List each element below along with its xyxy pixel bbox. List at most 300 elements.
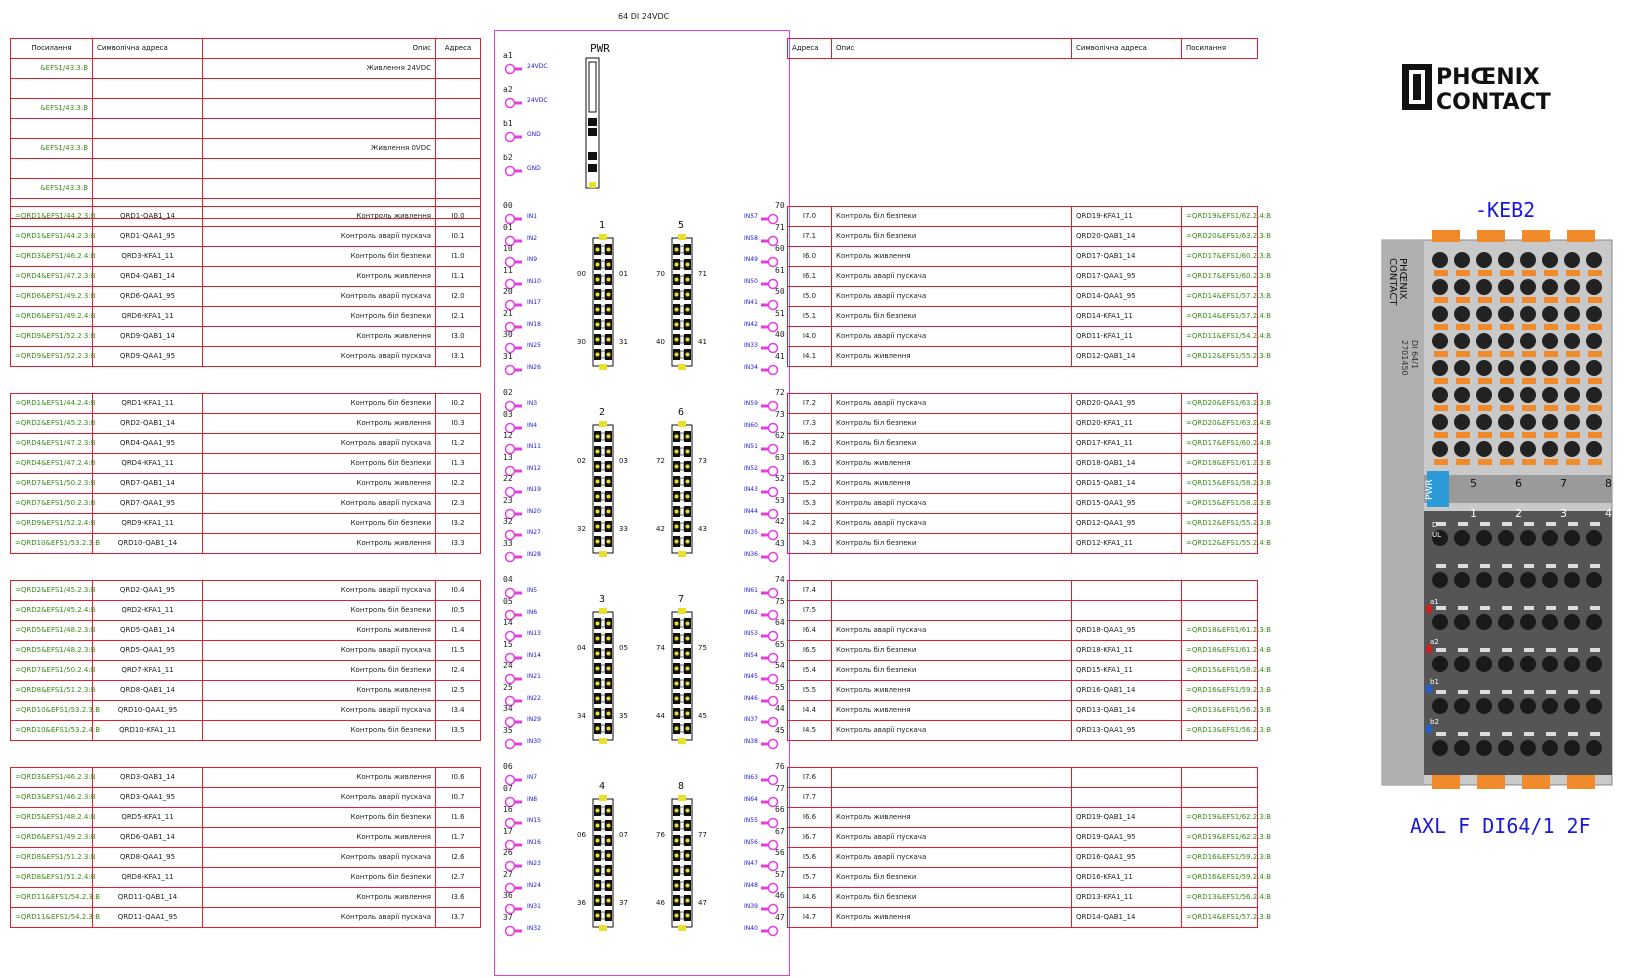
pin-label: IN51 — [744, 443, 758, 450]
table-cell: Контроль живлення — [832, 474, 1072, 494]
left-io-table-2 — [10, 393, 481, 554]
connection-pin-icon — [502, 793, 526, 805]
table-cell: I3.5 — [436, 721, 481, 741]
table-cell: QRD9-QAB1_14 — [93, 327, 203, 347]
table-row — [788, 534, 1258, 554]
pin-label: IN35 — [744, 529, 758, 536]
table-cell: I6.4 — [788, 621, 832, 641]
left-header-ref: Посилання — [11, 39, 93, 59]
table-cell — [436, 179, 481, 199]
table-row — [11, 641, 481, 661]
pin-label: IN29 — [527, 716, 541, 723]
pin-label: IN2 — [527, 234, 538, 242]
block-number: 2 — [599, 407, 606, 418]
table-row — [788, 287, 1258, 307]
pin-number: 34 — [503, 704, 513, 713]
table-cell: QRD11-KFA1_11 — [1072, 327, 1182, 347]
pin-number: 14 — [503, 618, 513, 627]
table-row — [11, 434, 481, 454]
table-cell: =QRD8&EFS1/51.2.4:B — [11, 868, 93, 888]
connection-pin-icon — [502, 296, 526, 308]
table-cell: Контроль аварії пускача — [203, 494, 436, 514]
table-cell: I1.3 — [436, 454, 481, 474]
table-cell: Контроль біл безпеки — [203, 247, 436, 267]
block-channel-label: 07 — [619, 831, 628, 839]
table-cell: Живлення 24VDC — [203, 59, 436, 79]
pin-label: IN13 — [527, 630, 541, 637]
pin-label: IN58 — [744, 234, 758, 242]
pin-label: IN10 — [527, 277, 541, 285]
pin-number: 07 — [503, 783, 513, 793]
pin-label: IN62 — [744, 608, 758, 616]
connection-pin-icon — [502, 857, 526, 869]
right-io-table-1 — [787, 206, 1272, 367]
connection-pin-icon — [757, 649, 781, 661]
table-cell: Контроль живлення — [832, 808, 1072, 828]
pin-label: IN44 — [744, 507, 758, 515]
pin-number: 41 — [775, 351, 785, 361]
table-cell: =QRD16&EFS1/59.2.3:B — [1182, 848, 1258, 868]
module-text: 8 — [1605, 477, 1612, 490]
terminal-block-icon — [591, 234, 615, 370]
pin-label: IN8 — [527, 795, 538, 803]
pin-number: 70 — [775, 201, 785, 210]
table-cell: QRD18-QAB1_14 — [1072, 454, 1182, 474]
table-cell: =QRD12&EFS1/55.2.3:B — [1182, 347, 1258, 367]
table-cell — [436, 159, 481, 179]
table-cell: Контроль живлення — [832, 347, 1072, 367]
table-cell: I7.4 — [788, 581, 832, 601]
table-cell — [93, 59, 203, 79]
block-channel-label: 44 — [656, 712, 665, 720]
block-channel-label: 31 — [619, 338, 628, 346]
table-cell: QRD6-QAA1_95 — [93, 287, 203, 307]
pin-number: 46 — [775, 891, 785, 900]
table-cell: Контроль біл безпеки — [832, 307, 1072, 327]
connection-pin-icon — [757, 462, 781, 474]
terminal-block-icon — [670, 234, 694, 370]
pin-label: IN46 — [744, 694, 758, 702]
connection-pin-icon — [502, 232, 526, 244]
module-type: AXL F DI64/1 2F — [1410, 814, 1591, 838]
connection-pin-icon — [502, 419, 526, 431]
pin-number: 26 — [503, 848, 513, 857]
table-cell: =QRD19&EFS1/62.2.4:B — [1182, 207, 1258, 227]
table-cell: I6.5 — [788, 641, 832, 661]
module-frame-title: 64 DI 24VDC — [618, 12, 670, 21]
table-cell: QRD13-QAA1_95 — [1072, 721, 1182, 741]
pin-number: 31 — [503, 351, 513, 361]
block-channel-label: 03 — [619, 457, 628, 465]
table-cell: =QRD12&EFS1/55.2.4:B — [1182, 534, 1258, 554]
table-cell: =QRD11&EFS1/54.2.4:B — [1182, 327, 1258, 347]
module-text: UL — [1432, 531, 1442, 539]
pin-number: 23 — [503, 495, 513, 505]
block-channel-label: 05 — [619, 644, 628, 652]
table-row — [788, 621, 1258, 641]
connection-pin-icon — [502, 253, 526, 265]
terminal-block-icon — [670, 608, 694, 744]
table-cell: =QRD4&EFS1/47.2.3:B — [11, 434, 93, 454]
table-row — [11, 808, 481, 828]
table-cell: =QRD7&EFS1/50.2.4:B — [11, 661, 93, 681]
table-cell: Контроль біл безпеки — [832, 661, 1072, 681]
table-row — [11, 59, 481, 79]
block-channel-label: 32 — [577, 525, 586, 533]
table-cell: QRD17-QAA1_95 — [1072, 267, 1182, 287]
table-cell — [436, 79, 481, 99]
pin-number: a1 — [503, 51, 513, 60]
pin-label: IN21 — [527, 673, 541, 680]
table-row — [11, 908, 481, 928]
pin-label: IN60 — [744, 421, 758, 429]
module-text: DI 64/1 — [1410, 340, 1419, 370]
block-number: 6 — [678, 407, 685, 418]
table-cell: Контроль живлення — [203, 621, 436, 641]
pin-number: 37 — [503, 912, 513, 922]
pin-number: 62 — [775, 431, 785, 440]
table-cell: Контроль живлення — [203, 474, 436, 494]
table-row — [11, 514, 481, 534]
table-row — [788, 848, 1258, 868]
table-cell: QRD19-QAA1_95 — [1072, 828, 1182, 848]
table-row — [11, 227, 481, 247]
table-cell: I5.6 — [788, 848, 832, 868]
table-cell: Контроль біл безпеки — [832, 888, 1072, 908]
table-cell: =QRD6&EFS1/49.2.3:B — [11, 828, 93, 848]
table-cell: =QRD5&EFS1/48.2.3:B — [11, 621, 93, 641]
table-row — [11, 828, 481, 848]
right-io-table-4 — [787, 767, 1272, 928]
connection-pin-icon — [502, 339, 526, 351]
connection-pin-icon — [757, 210, 781, 222]
table-cell: I7.3 — [788, 414, 832, 434]
connection-pin-icon — [757, 296, 781, 308]
table-cell: =QRD1&EFS1/44.2.4:B — [11, 394, 93, 414]
table-cell: QRD15-KFA1_11 — [1072, 661, 1182, 681]
table-cell: QRD7-KFA1_11 — [93, 661, 203, 681]
table-cell — [203, 119, 436, 139]
table-row — [788, 581, 1258, 601]
table-cell: &EFS1/43.3:B — [11, 59, 93, 79]
pin-label: IN56 — [744, 838, 758, 846]
table-cell: QRD14-QAB1_14 — [1072, 908, 1182, 928]
pin-label: IN11 — [527, 443, 541, 450]
connection-pin-icon — [502, 483, 526, 495]
table-row — [11, 394, 481, 414]
connection-pin-icon — [757, 584, 781, 596]
table-cell: =QRD20&EFS1/63.2.4:B — [1182, 414, 1258, 434]
pin-number: 30 — [503, 330, 513, 339]
table-row — [788, 454, 1258, 474]
table-cell: Контроль біл безпеки — [832, 207, 1072, 227]
table-cell: I7.6 — [788, 768, 832, 788]
table-row — [11, 454, 481, 474]
table-row — [11, 139, 481, 159]
table-cell: Контроль біл безпеки — [203, 661, 436, 681]
table-row — [11, 721, 481, 741]
table-row — [11, 534, 481, 554]
table-cell: QRD2-QAB1_14 — [93, 414, 203, 434]
connection-pin-icon — [502, 440, 526, 452]
module-text: b1 — [1430, 678, 1439, 686]
connection-pin-icon — [502, 814, 526, 826]
pin-number: 16 — [503, 805, 513, 814]
terminal-block-icon — [591, 421, 615, 557]
connection-pin-icon — [757, 505, 781, 517]
table-cell: Контроль аварії пускача — [832, 267, 1072, 287]
block-channel-label: 02 — [577, 457, 586, 465]
right-header-ref: Посилання — [1182, 39, 1258, 59]
table-cell: Контроль живлення — [832, 701, 1072, 721]
table-cell: I4.4 — [788, 701, 832, 721]
table-row — [788, 494, 1258, 514]
table-cell: I4.0 — [788, 327, 832, 347]
table-cell: QRD16-KFA1_11 — [1072, 868, 1182, 888]
table-cell: Контроль біл безпеки — [832, 414, 1072, 434]
table-cell — [832, 768, 1072, 788]
table-cell: Контроль живлення — [203, 888, 436, 908]
table-cell — [436, 99, 481, 119]
connection-pin-icon — [757, 318, 781, 330]
right-header-table — [787, 38, 1258, 59]
table-cell: =QRD19&EFS1/62.2.3:B — [1182, 828, 1258, 848]
table-cell: I6.6 — [788, 808, 832, 828]
table-cell: =QRD6&EFS1/49.2.4:B — [11, 307, 93, 327]
module-text: a2 — [1430, 638, 1439, 646]
table-cell: I6.0 — [788, 247, 832, 267]
table-cell: =QRD5&EFS1/48.2.4:B — [11, 808, 93, 828]
table-row — [788, 414, 1258, 434]
pin-number: 42 — [775, 517, 785, 526]
connection-pin-icon — [757, 232, 781, 244]
connection-pin-icon — [502, 526, 526, 538]
table-cell: Контроль живлення — [203, 327, 436, 347]
table-cell: Контроль аварії пускача — [832, 621, 1072, 641]
pin-label: IN15 — [527, 817, 541, 824]
table-cell: I0.3 — [436, 414, 481, 434]
pin-number: 76 — [775, 762, 785, 771]
table-cell: QRD17-QAB1_14 — [1072, 247, 1182, 267]
table-cell: QRD4-QAB1_14 — [93, 267, 203, 287]
terminal-block-icon — [670, 421, 694, 557]
connection-pin-icon — [757, 339, 781, 351]
module-text: b2 — [1430, 718, 1439, 726]
table-cell: =QRD10&EFS1/53.2.3:B — [11, 701, 93, 721]
table-cell: =QRD2&EFS1/45.2.3:B — [11, 581, 93, 601]
table-row — [11, 267, 481, 287]
table-cell: I4.6 — [788, 888, 832, 908]
table-cell: Контроль живлення — [832, 247, 1072, 267]
table-cell: Контроль аварії пускача — [203, 701, 436, 721]
pin-number: 32 — [503, 517, 513, 526]
connection-pin-icon — [757, 397, 781, 409]
table-cell — [436, 139, 481, 159]
table-row — [11, 581, 481, 601]
connection-pin-icon — [757, 814, 781, 826]
table-row — [788, 888, 1258, 908]
pin-label: IN25 — [527, 342, 541, 349]
block-channel-label: 35 — [619, 712, 628, 720]
table-cell — [832, 788, 1072, 808]
connection-pin-icon — [757, 606, 781, 618]
module-text: 7 — [1560, 477, 1567, 490]
table-cell: I3.4 — [436, 701, 481, 721]
table-cell: Контроль біл безпеки — [203, 808, 436, 828]
block-number: 1 — [599, 220, 606, 231]
table-cell: QRD15-QAA1_95 — [1072, 494, 1182, 514]
block-channel-label: 42 — [656, 525, 665, 533]
table-cell: =QRD19&EFS1/62.2.3:B — [1182, 808, 1258, 828]
table-cell: I4.7 — [788, 908, 832, 928]
table-cell: Контроль біл безпеки — [832, 534, 1072, 554]
connection-pin-icon — [757, 670, 781, 682]
table-cell — [11, 79, 93, 99]
table-cell — [436, 59, 481, 79]
table-cell: I6.1 — [788, 267, 832, 287]
block-number: 5 — [678, 220, 685, 231]
pwr-label: PWR — [590, 42, 610, 55]
table-cell: I1.7 — [436, 828, 481, 848]
pin-label: IN40 — [744, 924, 758, 932]
connection-pin-icon — [757, 735, 781, 747]
table-cell: I2.3 — [436, 494, 481, 514]
table-cell: =QRD17&EFS1/60.2.3:B — [1182, 267, 1258, 287]
connection-pin-icon — [757, 771, 781, 783]
pin-number: 22 — [503, 474, 513, 483]
table-cell: QRD20-KFA1_11 — [1072, 414, 1182, 434]
table-cell: =QRD8&EFS1/51.2.3:B — [11, 681, 93, 701]
connection-pin-icon — [757, 361, 781, 373]
table-row — [788, 347, 1258, 367]
table-cell: QRD16-QAB1_14 — [1072, 681, 1182, 701]
table-cell: =QRD6&EFS1/49.2.3:B — [11, 287, 93, 307]
table-cell: Контроль біл безпеки — [203, 394, 436, 414]
pin-number: 05 — [503, 596, 513, 606]
axl-module-image — [1382, 230, 1612, 795]
table-cell: I2.1 — [436, 307, 481, 327]
connection-pin-icon — [502, 584, 526, 596]
connection-pin-icon — [502, 397, 526, 409]
table-cell: =QRD20&EFS1/63.2.3:B — [1182, 227, 1258, 247]
module-text: PHŒNIX — [1397, 258, 1408, 300]
connection-pin-icon — [502, 879, 526, 891]
table-cell — [93, 119, 203, 139]
block-channel-label: 00 — [577, 270, 586, 278]
table-cell: I1.6 — [436, 808, 481, 828]
table-cell: I4.2 — [788, 514, 832, 534]
left-header-description: Опис — [203, 39, 436, 59]
table-row — [788, 307, 1258, 327]
connection-pin-icon — [502, 771, 526, 783]
table-cell: I5.2 — [788, 474, 832, 494]
table-cell — [1072, 581, 1182, 601]
pin-label: IN17 — [527, 299, 541, 306]
table-cell: I7.7 — [788, 788, 832, 808]
table-cell: I3.0 — [436, 327, 481, 347]
pin-number: 35 — [503, 725, 513, 735]
table-row — [788, 641, 1258, 661]
connection-pin-icon — [757, 548, 781, 560]
table-cell: =QRD16&EFS1/59.2.3:B — [1182, 681, 1258, 701]
pin-number: 47 — [775, 912, 785, 922]
table-cell: Контроль аварії пускача — [203, 581, 436, 601]
connection-pin-icon — [757, 440, 781, 452]
pin-label: IN32 — [527, 924, 541, 932]
table-cell: QRD10-KFA1_11 — [93, 721, 203, 741]
table-cell: Контроль аварії пускача — [832, 394, 1072, 414]
table-cell: I7.5 — [788, 601, 832, 621]
pin-number: 77 — [775, 783, 785, 793]
table-cell: Контроль аварії пускача — [203, 227, 436, 247]
table-cell: Контроль біл безпеки — [203, 601, 436, 621]
table-cell: QRD9-KFA1_11 — [93, 514, 203, 534]
block-channel-label: 43 — [698, 525, 707, 533]
table-cell — [1072, 768, 1182, 788]
table-row — [11, 701, 481, 721]
table-row — [11, 287, 481, 307]
table-cell — [1072, 601, 1182, 621]
table-cell: QRD3-KFA1_11 — [93, 247, 203, 267]
table-cell — [93, 179, 203, 199]
table-cell: I7.1 — [788, 227, 832, 247]
table-cell: QRD1-QAA1_95 — [93, 227, 203, 247]
table-cell: Контроль аварії пускача — [832, 721, 1072, 741]
pin-number: 25 — [503, 682, 513, 692]
table-row — [788, 247, 1258, 267]
table-row — [788, 514, 1258, 534]
table-cell: I4.1 — [788, 347, 832, 367]
table-cell: Контроль аварії пускача — [832, 287, 1072, 307]
left-io-table-1 — [10, 206, 481, 367]
table-row — [11, 179, 481, 199]
table-row — [11, 247, 481, 267]
pin-label: IN37 — [744, 716, 758, 723]
table-row — [11, 768, 481, 788]
pin-label: IN41 — [744, 299, 758, 306]
table-cell: Живлення 0VDC — [203, 139, 436, 159]
pin-label: IN6 — [527, 608, 538, 616]
right-io-table-3 — [787, 580, 1272, 741]
table-cell: =QRD7&EFS1/50.2.3:B — [11, 494, 93, 514]
table-cell: &EFS1/43.3:B — [11, 99, 93, 119]
pin-label: IN26 — [527, 363, 541, 371]
table-cell: I1.4 — [436, 621, 481, 641]
table-cell: =QRD10&EFS1/53.2.3:B — [11, 534, 93, 554]
table-cell: Контроль аварії пускача — [203, 287, 436, 307]
table-row — [11, 788, 481, 808]
table-cell: I3.3 — [436, 534, 481, 554]
table-cell: QRD7-QAB1_14 — [93, 474, 203, 494]
table-cell: QRD13-QAB1_14 — [1072, 701, 1182, 721]
connection-pin-icon — [502, 94, 526, 106]
connection-pin-icon — [757, 900, 781, 912]
module-name: -KEB2 — [1475, 198, 1536, 222]
table-row — [788, 828, 1258, 848]
block-channel-label: 70 — [656, 270, 665, 278]
pin-number: 75 — [775, 596, 785, 606]
pin-label: IN59 — [744, 400, 758, 407]
pin-label: IN24 — [527, 881, 541, 889]
table-row — [11, 307, 481, 327]
pin-number: 63 — [775, 452, 785, 462]
left-header-table — [10, 38, 481, 59]
table-row — [11, 601, 481, 621]
pin-label: IN12 — [527, 464, 541, 472]
pin-label: IN48 — [744, 881, 758, 889]
pin-label: IN7 — [527, 774, 538, 781]
module-text: 2 — [1515, 507, 1522, 520]
